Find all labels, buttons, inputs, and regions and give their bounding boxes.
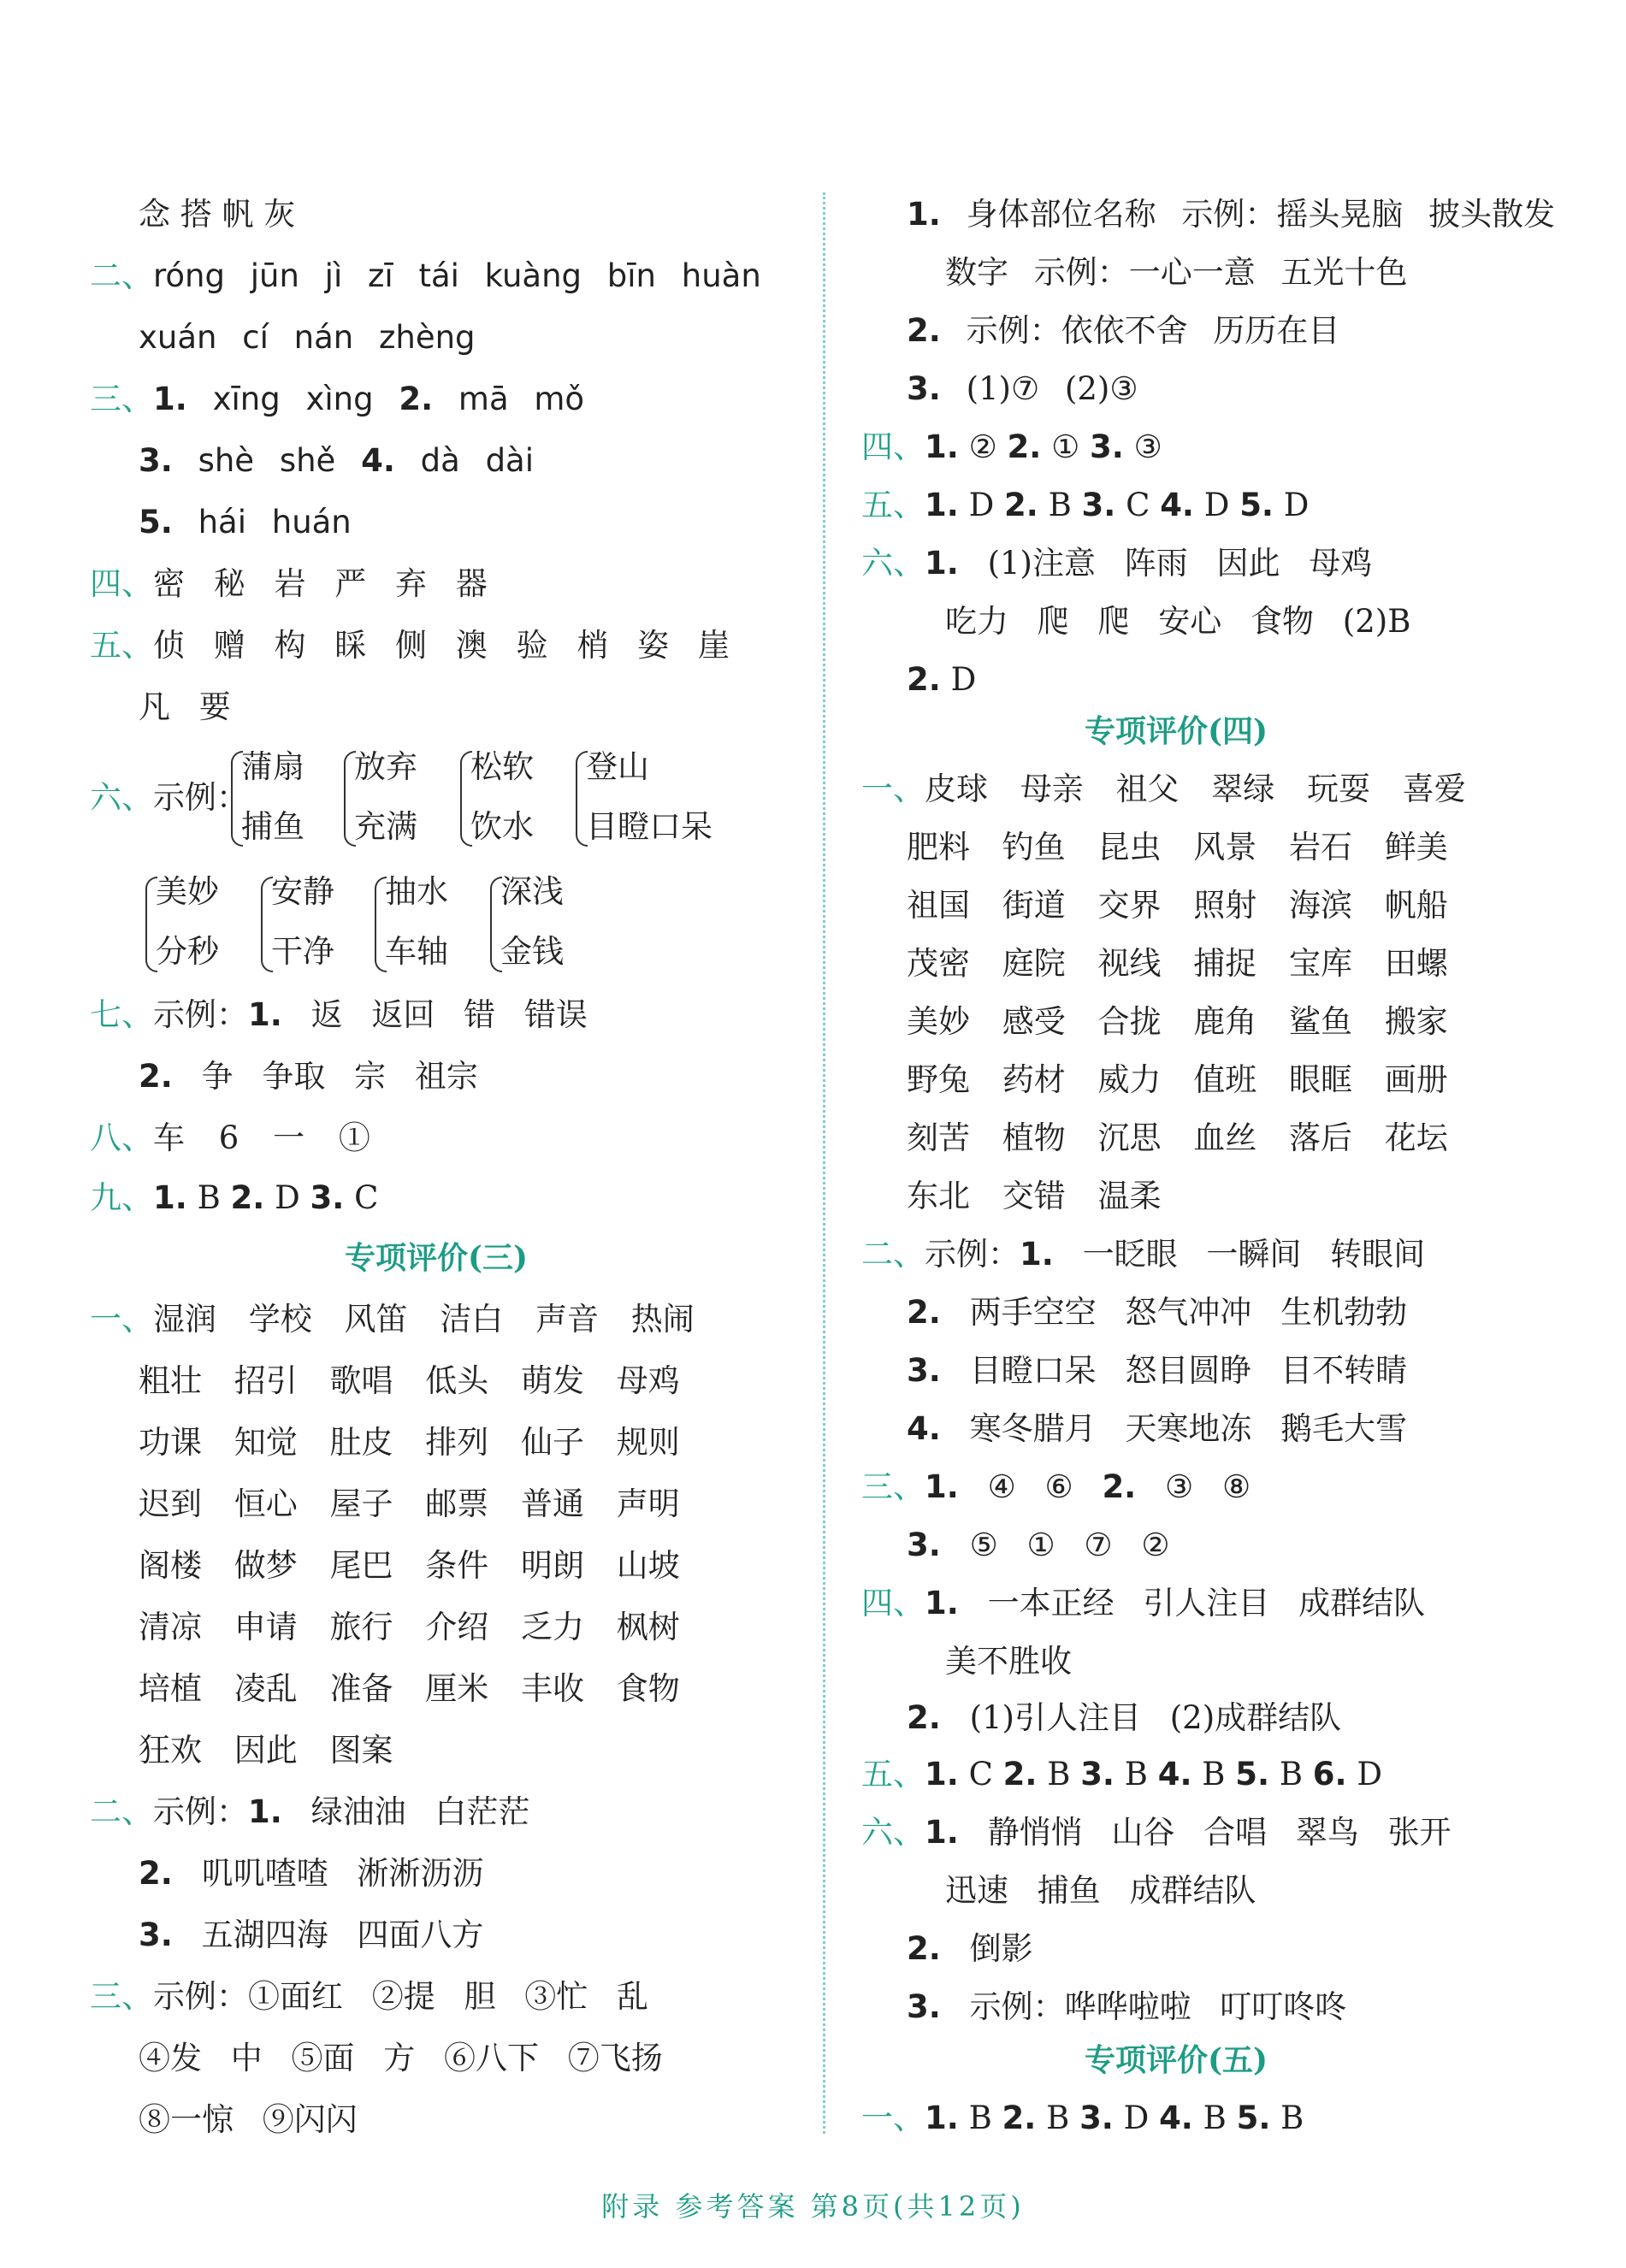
word-row: 肥料 钓鱼 昆虫 风景 岩石 鲜美 [907,829,1448,865]
section-5-answer: 五、侦 赠 构 睬 侧 澳 验 梢 姿 崖 [90,627,730,664]
answer-line: 2. 叽叽喳喳 淅淅沥沥 [139,1855,484,1892]
pair-top: 深浅 [500,873,564,910]
section-4-answer: 四、1. ② 2. ① 3. ③ [861,428,1162,465]
word-row: 一、皮球 母亲 祖父 翠绿 玩耍 喜爱 [861,771,1466,807]
section-title: 专项评价(三) [344,1240,529,1276]
answer-line: 2. 争 争取 宗 祖宗 [139,1058,478,1095]
section-4-answer: 四、1. 一本正经 引人注目 成群结队 [861,1585,1426,1621]
answer-line: 念 搭 帆 灰 [139,196,296,233]
word-row: 美妙 感受 合拢 鹿角 鲨鱼 搬家 [907,1003,1448,1040]
section-title: 专项评价(四) [1084,713,1268,749]
word-row: 狂欢 因此 图案 [139,1732,393,1769]
pair-top: 美妙 [156,873,219,910]
section-8-answer: 八、车 6 一 ① [90,1119,370,1156]
word-row: 迟到 恒心 屋子 邮票 普通 声明 [139,1485,680,1522]
section-4-answer: 四、密 秘 岩 严 弃 器 [90,565,488,602]
section-5-answer: 五、1. D 2. B 3. C 4. D 5. D [861,487,1310,523]
answer-line: 3. 示例：哗哗啦啦 叮叮咚咚 [907,1988,1347,2025]
answer-line: 美不胜收 [945,1643,1072,1680]
pair-bottom: 目瞪口呆 [586,808,712,845]
section-6-answer: 六、1. (1)注意 阵雨 因此 母鸡 [861,545,1373,582]
answer-line: 吃力 爬 爬 安心 食物 (2)B [945,603,1411,640]
word-row: 粗壮 招引 歌唱 低头 萌发 母鸡 [139,1362,680,1399]
word-row: 东北 交错 温柔 [907,1178,1162,1214]
word-row: 功课 知觉 肚皮 排列 仙子 规则 [139,1424,680,1461]
pair-top: 松软 [470,748,534,785]
word-row: 培植 凌乱 准备 厘米 丰收 食物 [139,1670,680,1707]
answer-line: ⑧一惊 ⑨闪闪 [139,2101,358,2138]
answer-line: 凡 要 [139,688,231,725]
word-row: 刻苦 植物 沉思 血丝 落后 花坛 [907,1119,1448,1156]
page-footer: 附录 参考答案 第8页(共12页) [601,2190,1025,2223]
pair-top: 登山 [586,748,649,785]
answer-line: 2. 示例：依依不舍 历历在目 [907,312,1340,349]
section-2-answer: 二、示例：1. 一眨眼 一瞬间 转眼间 [861,1236,1426,1273]
pinyin-line: 5. hái huán [139,504,352,540]
section-9-answer: 九、1. B 2. D 3. C [90,1179,379,1216]
answer-line: 2. (1)引人注目 (2)成群结队 [907,1699,1342,1736]
answer-line: 3. 目瞪口呆 怒目圆睁 目不转睛 [907,1352,1408,1389]
section-3-answer: 三、1. ④ ⑥ 2. ③ ⑧ [861,1468,1251,1505]
pair-top: 放弃 [354,748,417,785]
pinyin-line: 3. shè shě 4. dà dài [139,442,535,479]
section-3-answer: 三、1. xīng xìng 2. mā mǒ [90,381,585,417]
answer-line: 1. 身体部位名称 示例：摇头晃脑 披头散发 [907,196,1556,233]
pinyin-line: xuán cí nán zhèng [139,319,476,356]
pair-bottom: 充满 [354,808,417,845]
column-divider [823,192,825,2134]
section-3-answer: 三、示例：①面红 ②提 胆 ③忙 乱 [90,1978,649,2015]
answer-line: 2. 倒影 [907,1930,1033,1967]
pair-bottom: 分秒 [156,933,219,970]
section-6-label: 六、示例： [90,779,248,816]
pair-bottom: 饮水 [470,808,534,845]
answer-line: 迅速 捕鱼 成群结队 [945,1872,1256,1909]
answer-line: 2. 两手空空 怒气冲冲 生机勃勃 [907,1294,1408,1331]
answer-line: 数字 示例：一心一意 五光十色 [945,254,1408,291]
answer-line: ④发 中 ⑤面 方 ⑥八下 ⑦飞扬 [139,2040,663,2076]
pair-top: 安静 [271,873,334,910]
word-row: 阁楼 做梦 尾巴 条件 明朗 山坡 [139,1547,680,1584]
section-5-answer: 五、1. C 2. B 3. B 4. B 5. B 6. D [861,1756,1383,1793]
pair-bottom: 干净 [271,933,334,970]
answer-line: 3. (1)⑦ (2)③ [907,370,1138,407]
pair-top: 蒲扇 [241,748,305,785]
pair-bottom: 车轴 [385,933,448,970]
word-row: 清凉 申请 旅行 介绍 乏力 枫树 [139,1609,680,1645]
section-7-answer: 七、示例：1. 返 返回 错 错误 [90,996,588,1033]
section-1-answer: 一、1. B 2. B 3. D 4. B 5. B [861,2100,1304,2136]
pair-top: 抽水 [385,873,448,910]
word-row: 茂密 庭院 视线 捕捉 宝库 田螺 [907,945,1448,982]
word-row: 一、湿润 学校 风笛 洁白 声音 热闹 [90,1301,695,1338]
section-2-answer: 二、示例：1. 绿油油 白茫茫 [90,1793,530,1830]
answer-line: 2. D [907,661,977,698]
answer-line: 4. 寒冬腊月 天寒地冻 鹅毛大雪 [907,1410,1408,1447]
answer-line: 3. 五湖四海 四面八方 [139,1917,484,1953]
section-6-answer: 六、1. 静悄悄 山谷 合唱 翠鸟 张开 [861,1814,1452,1851]
section-title: 专项评价(五) [1084,2042,1268,2078]
answer-line: 3. ⑤ ① ⑦ ② [907,1527,1170,1563]
pair-bottom: 捕鱼 [241,808,305,845]
word-row: 野兔 药材 威力 值班 眼眶 画册 [907,1061,1448,1098]
section-2-answer: 二、róng jūn jì zī tái kuàng bīn huàn [90,257,761,294]
word-row: 祖国 街道 交界 照射 海滨 帆船 [907,887,1448,924]
pair-bottom: 金钱 [500,933,564,970]
